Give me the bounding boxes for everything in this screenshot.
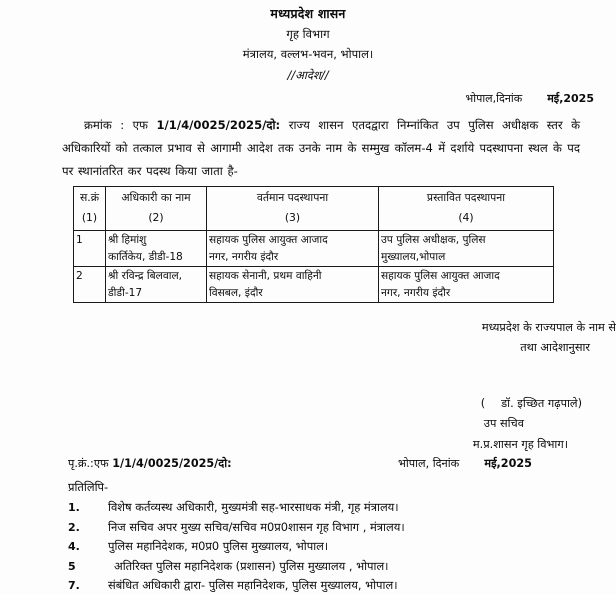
- copy-item-4-text: पुलिस महानिदेशक, म0प्र0 पुलिस मुख्यालय, भोपाल।: [108, 539, 329, 553]
- column-header-current-posting: [207, 187, 379, 231]
- copy-to-list: [0, 498, 616, 596]
- endorsement-date-value: मई,2025: [484, 457, 532, 470]
- officer-name-2-line1: श्री रविन्द्र बिलवाल,: [108, 270, 183, 283]
- copy-item-1-number: 1.: [68, 501, 80, 514]
- endorsement-prefix: पृ.क्रं.:एफ: [68, 457, 113, 470]
- authority-line-2: तथा आदेशानुसार: [520, 340, 590, 354]
- copy-item-2-number: 2.: [68, 520, 80, 534]
- column-header-officer-name-label: अधिकारी का नाम: [121, 191, 191, 204]
- list-item: [0, 537, 616, 557]
- column-header-serial: [74, 187, 106, 231]
- copy-item-7-text: संबंधित अधिकारी द्वारा- पुलिस महानिदेशक, पुलिस मुख्यालय, भोपाल।: [108, 578, 398, 592]
- signatory-open-paren: (: [480, 397, 486, 410]
- cell-officer-name-2: [106, 267, 207, 303]
- authority-block: [0, 318, 616, 358]
- table-header-row: [74, 187, 554, 231]
- table-row: [74, 267, 554, 303]
- list-item: [0, 557, 616, 577]
- header-date-value: मई,2025: [547, 92, 594, 106]
- list-item: [0, 498, 616, 518]
- current-posting-1-line2: नगर, नगरीय इंदौर: [209, 250, 279, 263]
- proposed-posting-2-line2: नगर, नगरीय इंदौर: [381, 286, 451, 299]
- signatory-name-line: [0, 394, 616, 414]
- cell-current-posting-1: [207, 231, 379, 267]
- order-paragraph: [62, 114, 580, 182]
- cell-officer-name-1: [106, 231, 207, 267]
- cell-current-posting-2: [207, 267, 379, 303]
- order-paragraph-text: राज्य शासन एतदद्वारा निम्नांकित उप पुलिस अधीक्षक स्तर के अधिकारियों को तत्काल प्रभाव से आगामी आदेश तक उनके नाम के सम्मुख कॉलम-4 में दर्शाये पदस्थापना स्थल के पद पर स्थानांतरित कर पदस्थ किया जाता है-: [62, 118, 580, 178]
- column-header-proposed-posting-label: प्रस्तावित पदस्थापना: [426, 191, 506, 204]
- copy-item-4-number: 4.: [68, 540, 80, 553]
- column-header-proposed-posting: [379, 187, 554, 231]
- header-place-label: भोपाल,दिनांक: [465, 92, 523, 106]
- proposed-posting-1-line2: मुख्यालय,भोपाल: [381, 250, 446, 263]
- department-name: गृह विभाग: [286, 27, 330, 42]
- list-item: [0, 576, 616, 596]
- officer-name-2-line2: डीडी-17: [108, 286, 143, 299]
- authority-line-1: मध्यप्रदेश के राज्यपाल के नाम से: [481, 321, 616, 334]
- column-header-current-posting-label: वर्तमान पदस्थापना: [256, 191, 329, 204]
- department-address: मंत्रालय, वल्लभ-भवन, भोपाल।: [242, 47, 374, 62]
- column-header-current-posting-number: (3): [284, 210, 301, 224]
- officer-name-1-line1: श्री हिमांशु: [108, 234, 147, 247]
- column-header-proposed-posting-number: (4): [458, 210, 474, 224]
- transfer-table-body: [74, 231, 554, 303]
- column-header-officer-name: [106, 187, 207, 231]
- current-posting-2-line2: विसबल, इंदौर: [209, 286, 263, 299]
- table-row: [74, 231, 554, 267]
- order-reference-number: 1/1/4/0025/2025/दो:: [156, 118, 281, 133]
- endorsement-place-date: [398, 456, 532, 471]
- endorsement-reference-number: 1/1/4/0025/2025/दो:: [112, 457, 232, 470]
- signatory-name: डॉ. इच्छित गढ़पाले): [501, 397, 582, 410]
- cell-serial-1: 1: [74, 231, 106, 267]
- endorsement-place-label: भोपाल, दिनांक: [398, 457, 460, 470]
- order-label: //आदेश//: [287, 68, 329, 83]
- order-paragraph-prefix: क्रमांक : एफ: [84, 118, 157, 133]
- govt-title: मध्यप्रदेश शासन: [270, 6, 346, 21]
- officer-name-1-line2: कार्तिकेय, डीडी-18: [108, 250, 183, 263]
- header-place-date: [0, 81, 616, 106]
- column-header-officer-name-number: (2): [148, 210, 164, 224]
- copy-to-label: प्रतिलिपि-: [68, 480, 109, 494]
- document-header: [0, 0, 616, 81]
- copy-item-2-text: निज सचिव अपर मुख्य सचिव/सचिव म0प्र0शासन गृह विभाग , मंत्रालय।: [108, 519, 405, 534]
- signatory-designation: उप सचिव: [483, 417, 524, 431]
- transfer-table-head: [74, 187, 554, 231]
- transfer-table: [73, 186, 554, 303]
- copy-item-7-number: 7.: [68, 579, 80, 592]
- transfer-table-wrapper: [73, 186, 533, 303]
- copy-item-5-number: 5: [68, 559, 76, 573]
- cell-proposed-posting-1: [379, 231, 554, 267]
- proposed-posting-1-line1: उप पुलिस अधीक्षक, पुलिस: [381, 234, 486, 247]
- list-item: [0, 518, 616, 538]
- column-header-serial-number: (1): [81, 210, 98, 224]
- signatory-department: म.प्र.शासन गृह विभाग।: [472, 437, 568, 451]
- current-posting-2-line1: सहायक सेनानी, प्रथम वाहिनी: [209, 270, 322, 283]
- proposed-posting-2-line1: सहायक पुलिस आयुक्त आजाद: [381, 270, 500, 283]
- current-posting-1-line1: सहायक पुलिस आयुक्त आजाद: [209, 234, 328, 247]
- cell-proposed-posting-2: [379, 267, 554, 303]
- endorsement-reference: [68, 456, 232, 471]
- copy-item-5-text: अतिरिक्त पुलिस महानिदेशक (प्रशासन) पुलिस मुख्यालय , भोपाल।: [114, 558, 389, 573]
- cell-serial-2: 2: [74, 267, 106, 303]
- signature-block: [0, 394, 616, 455]
- copy-item-1-text: विशेष कर्तव्यस्थ अधिकारी, मुख्यमंत्री सह-भारसाधक मंत्री, गृह मंत्रालय।: [108, 500, 399, 514]
- column-header-serial-label: स.क्रं: [79, 191, 100, 204]
